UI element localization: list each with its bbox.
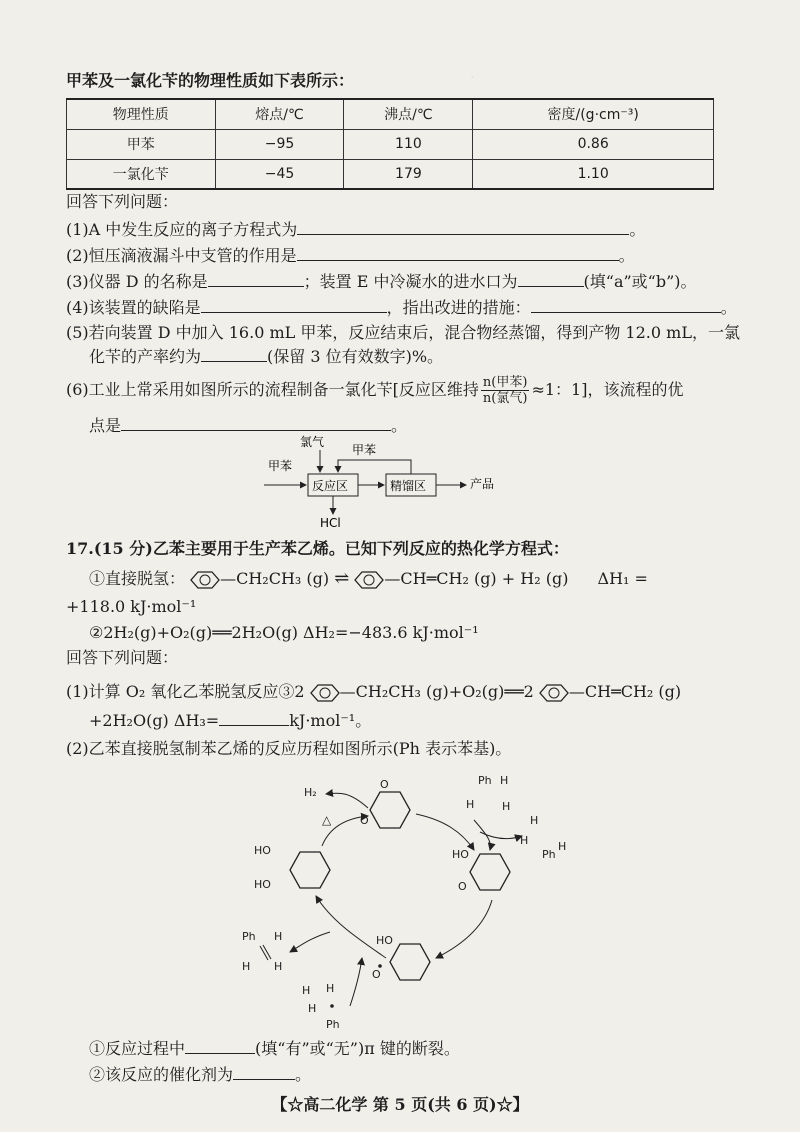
- toluene-in-label: 甲苯: [268, 459, 293, 473]
- answer-blank[interactable]: [297, 245, 619, 261]
- phenyl-label: Ph: [242, 930, 256, 943]
- q16-3: (3)仪器 D 的名称是 ；装置 E 中冷凝水的进水口为 (填“a”或“b”)。: [66, 272, 697, 291]
- q16-5-line2: 化苄的产率约为 (保留 3 位有效数字)%。: [89, 347, 444, 366]
- reaction-mechanism-diagram: [230, 762, 580, 1034]
- answer-blank[interactable]: [297, 219, 629, 235]
- hydrogen-label: H: [520, 834, 529, 847]
- phenyl-label: Ph: [326, 1018, 340, 1031]
- hydroxyl-label: HO: [376, 934, 393, 947]
- answer-blank[interactable]: [531, 297, 721, 313]
- hydrogen-label: H: [242, 960, 251, 973]
- q17-1-line1: (1)计算 O₂ 氧化乙苯脱氢反应③2 —CH₂CH₃ (g)+O₂(g)══2 —CH═CH₂ (g): [66, 682, 682, 701]
- hydroxyl-label: HO: [452, 848, 469, 861]
- table-header: 沸点/℃: [344, 99, 473, 129]
- hydrogen-label: H: [302, 984, 311, 997]
- distill-zone-label: 精馏区: [390, 479, 427, 493]
- table-intro: 甲苯及一氯化苄的物理性质如下表所示：: [66, 71, 355, 90]
- q17-eq2: ②2H₂(g)+O₂(g)══2H₂O(g) ΔH₂=−483.6 kJ·mol⁻¹: [89, 623, 479, 642]
- page-footer: 【☆高二化学 第 5 页(共 6 页)☆】: [271, 1095, 529, 1114]
- q17-2: (2)乙苯直接脱氢制苯乙烯的反应历程如图所示(Ph 表示苯基)。: [66, 739, 512, 758]
- quinone-ring-top: [370, 792, 410, 828]
- table-cell: 110: [344, 129, 473, 159]
- answer-blank[interactable]: [219, 710, 289, 726]
- table-cell: 0.86: [473, 129, 714, 159]
- q17-2-sub2: ②该反应的催化剂为 。: [89, 1065, 312, 1084]
- answer-blank[interactable]: [208, 271, 304, 287]
- bleed-through: ·: [470, 70, 475, 86]
- table-cell: 一氯化苄: [67, 159, 216, 189]
- hydrogen-label: H: [530, 814, 539, 827]
- hydrogen-label: H: [326, 982, 335, 995]
- answer-blank[interactable]: [185, 1038, 255, 1054]
- h2-label: H₂: [304, 786, 317, 799]
- reaction-zone-label: 反应区: [312, 479, 349, 493]
- q16-5-line1: (5)若向装置 D 中加入 16.0 mL 甲苯，反应结束后，混合物经蒸馏，得到产物 12.0 mL，一氯: [66, 323, 740, 342]
- q17-title: 17.(15 分)乙苯主要用于生产苯乙烯。已知下列反应的热化学方程式：: [66, 539, 569, 558]
- phenyl-label: Ph: [478, 774, 492, 787]
- table-header: 物理性质: [67, 99, 216, 129]
- table-cell: 甲苯: [67, 129, 216, 159]
- physical-properties-table: [66, 98, 714, 190]
- quinone-ring-right: [470, 854, 510, 890]
- hydrogen-label: H: [274, 930, 283, 943]
- hydroxyl-label: HO: [254, 844, 271, 857]
- answer-prompt: 回答下列问题：: [66, 192, 179, 211]
- answer-blank[interactable]: [201, 297, 387, 313]
- q16-6-line1: (6)工业上常采用如图所示的流程制备一氯化苄[反应区维持 $\frac{\text{n(甲苯)}}{\text{n(氯气)}}$ ≈1：1]，该流程的优: [66, 375, 684, 406]
- hydroxyl-label: HO: [254, 878, 271, 891]
- hydrogen-label: H: [500, 774, 509, 787]
- semiquinone-ring-bottom: [390, 944, 430, 980]
- table-header: 熔点/℃: [215, 99, 344, 129]
- q17-prompt: 回答下列问题：: [66, 648, 179, 667]
- benzene-ring-icon: [354, 570, 384, 590]
- toluene-top-label: 甲苯: [352, 443, 377, 457]
- benzene-ring-icon: [190, 570, 220, 590]
- mole-ratio-fraction: $\frac{\text{n(甲苯)}}{\text{n(氯气)}}$: [482, 375, 528, 406]
- hydrogen-label: H: [466, 798, 475, 811]
- heat-symbol: △: [322, 813, 332, 827]
- benzene-ring-icon: [310, 683, 340, 703]
- process-flow-diagram: [260, 430, 520, 530]
- q16-6-line2: 点是 。: [89, 416, 408, 435]
- benzene-ring-icon: [539, 683, 569, 703]
- table-cell: 1.10: [473, 159, 714, 189]
- answer-blank[interactable]: [121, 415, 391, 431]
- table-cell: −95: [215, 129, 344, 159]
- hydrogen-label: H: [502, 800, 511, 813]
- hydrogen-label: H: [558, 840, 567, 853]
- q16-2: (2)恒压滴液漏斗中支管的作用是 。: [66, 246, 635, 265]
- chlorine-label: 氯气: [300, 435, 325, 449]
- table-cell: 179: [344, 159, 473, 189]
- table-cell: −45: [215, 159, 344, 189]
- product-label: 产品: [470, 477, 495, 491]
- q17-2-sub1: ①反应过程中 (填“有”或“无”)π 键的断裂。: [89, 1039, 460, 1058]
- q16-1: (1)A 中发生反应的离子方程式为 。: [66, 220, 646, 239]
- answer-blank[interactable]: [518, 271, 584, 287]
- q17-eq1: ①直接脱氢： —CH₂CH₃ (g) ⇌ —CH═CH₂ (g) + H₂ (g) ΔH₁ =: [89, 568, 648, 589]
- q17-eq1-value: +118.0 kJ·mol⁻¹: [66, 597, 197, 616]
- oxo-label: O: [458, 880, 467, 893]
- table-header: 密度/(g·cm⁻³): [473, 99, 714, 129]
- oxo-label: O: [380, 778, 389, 791]
- catechol-ring-left: [290, 852, 330, 888]
- answer-blank[interactable]: [233, 1064, 295, 1080]
- hydrogen-label: H: [308, 1002, 317, 1015]
- q17-1-line2: +2H₂O(g) ΔH₃= kJ·mol⁻¹。: [89, 711, 372, 730]
- hydrogen-label: H: [274, 960, 283, 973]
- q16-4: (4)该装置的缺陷是 ，指出改进的措施： 。: [66, 298, 737, 317]
- phenyl-label: Ph: [542, 848, 556, 861]
- oxo-label: O: [360, 814, 369, 827]
- answer-blank[interactable]: [201, 346, 267, 362]
- hcl-label: HCl: [320, 516, 341, 530]
- oxo-label: O: [372, 968, 381, 981]
